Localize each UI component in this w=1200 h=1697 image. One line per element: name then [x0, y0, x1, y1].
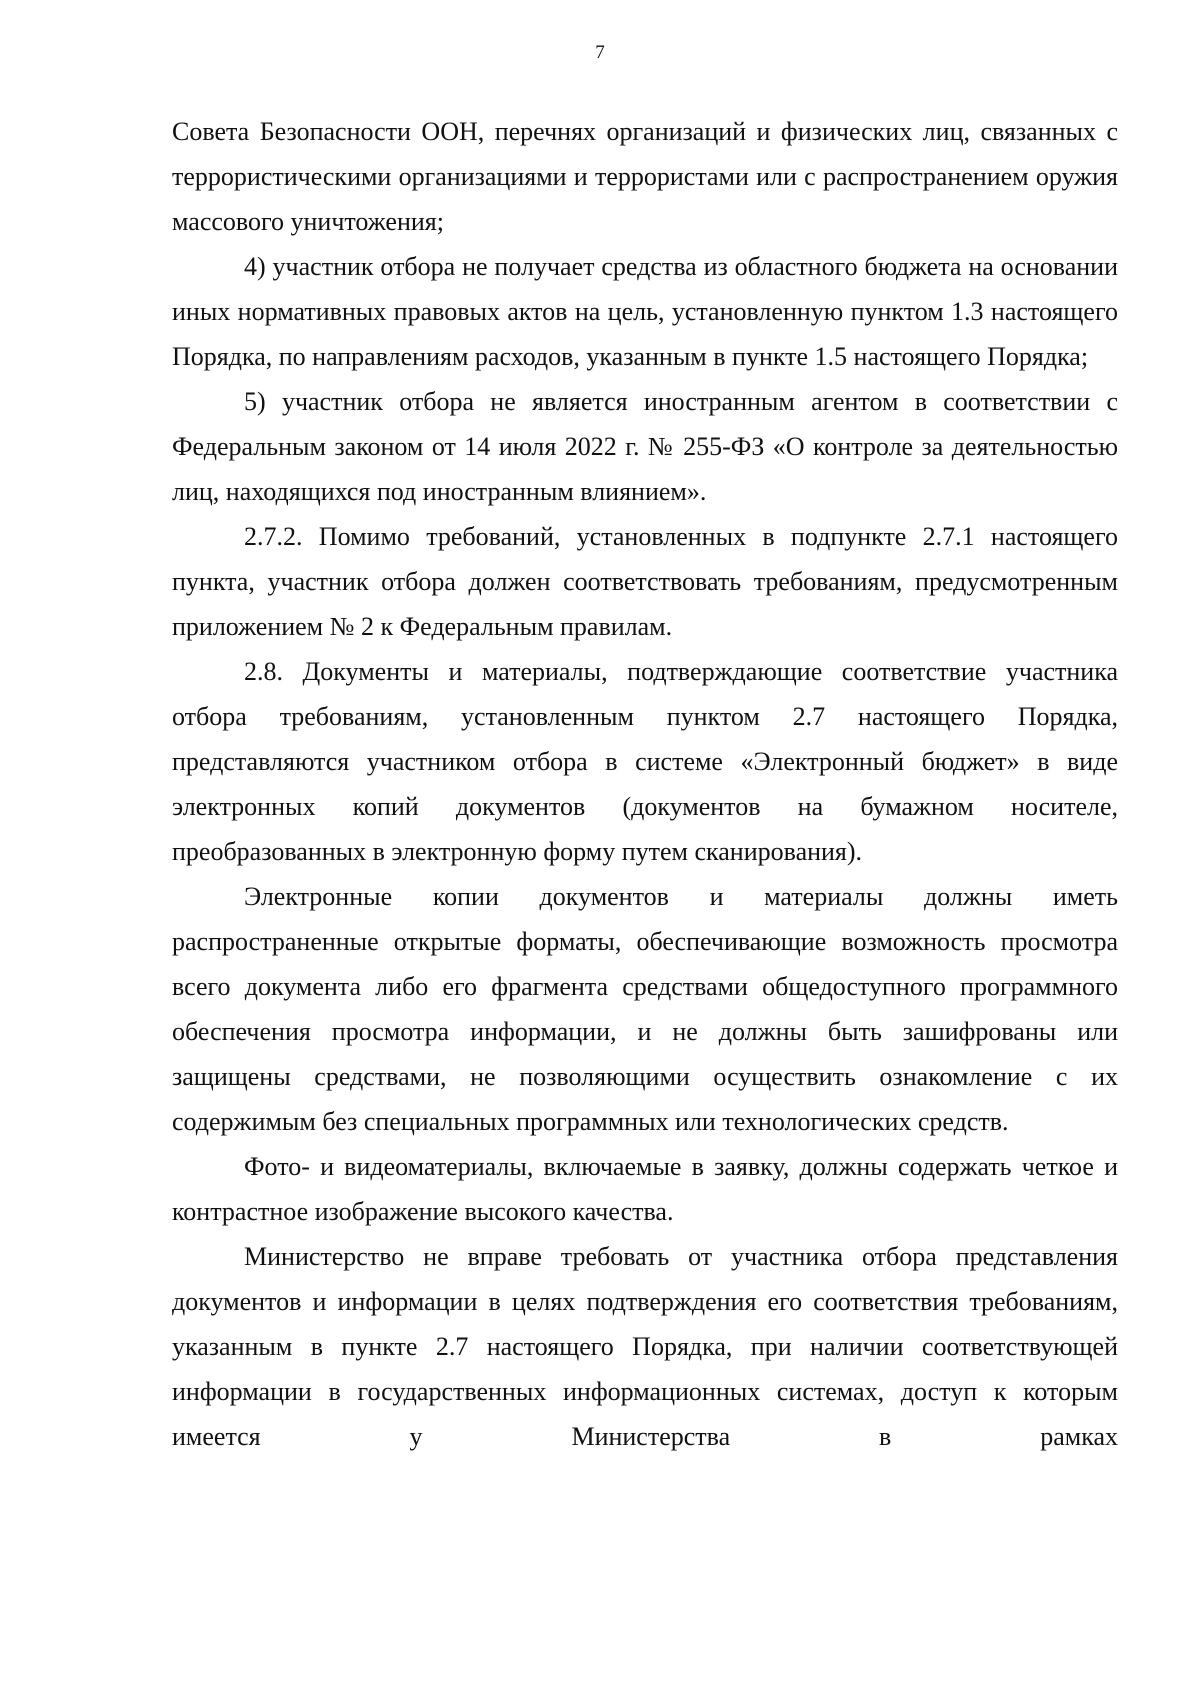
paragraph-photo-video-materials: Фото- и видеоматериалы, включаемые в заявку, должны содержать четкое и контрастное изображение высокого качества.	[172, 1152, 1118, 1226]
document-body	[172, 109, 1118, 1459]
paragraph-item-5-foreign-agent: 5) участник отбора не является иностранным агентом в соответствии с Федеральным законом от 14 июля 2022 г. № 255-ФЗ «О контроле за деятельностью лиц, находящихся под иностранным влиянием».	[172, 387, 1118, 506]
paragraph-ministry-requirements: Министерство не вправе требовать от участника отбора представления документов и информации в целях подтверждения его соответствия требованиям, указанным в пункте 2.7 настоящего Порядка, при наличии соответствующей информации в государственных информационных системах, доступ к которым имеется у Министерства в рамках	[172, 1242, 1118, 1451]
paragraph-2-8-documents: 2.8. Документы и материалы, подтверждающие соответствие участника отбора требованиям, установленным пунктом 2.7 настоящего Порядка, представляются участником отбора в системе «Электронный бюджет» в виде электронных копий документов (документов на бумажном носителе, преобразованных в электронную форму путем сканирования).	[172, 657, 1118, 866]
paragraph-2-7-2-additional-requirements: 2.7.2. Помимо требований, установленных в подпункте 2.7.1 настоящего пункта, участник отбора должен соответствовать требованиям, предусмотренным приложением № 2 к Федеральным правилам.	[172, 522, 1118, 641]
paragraph-electronic-copies-formats: Электронные копии документов и материалы должны иметь распространенные открытые форматы, обеспечивающие возможность просмотра всего документа либо его фрагмента средствами общедоступного программного обеспечения просмотра информации, и не должны быть зашифрованы или защищены средствами, не позволяющими осуществить ознакомление с их содержимым без специальных программных или технологических средств.	[172, 882, 1118, 1136]
paragraph-un-security-council-lists: Совета Безопасности ООН, перечнях организаций и физических лиц, связанных с террористическими организациями и террористами или с распространением оружия массового уничтожения;	[172, 117, 1118, 236]
page-number: 7	[595, 42, 605, 63]
paragraph-item-4-regional-budget: 4) участник отбора не получает средства из областного бюджета на основании иных нормативных правовых актов на цель, установленную пунктом 1.3 настоящего Порядка, по направлениям расходов, указанным в пункте 1.5 настоящего Порядка;	[172, 252, 1118, 371]
